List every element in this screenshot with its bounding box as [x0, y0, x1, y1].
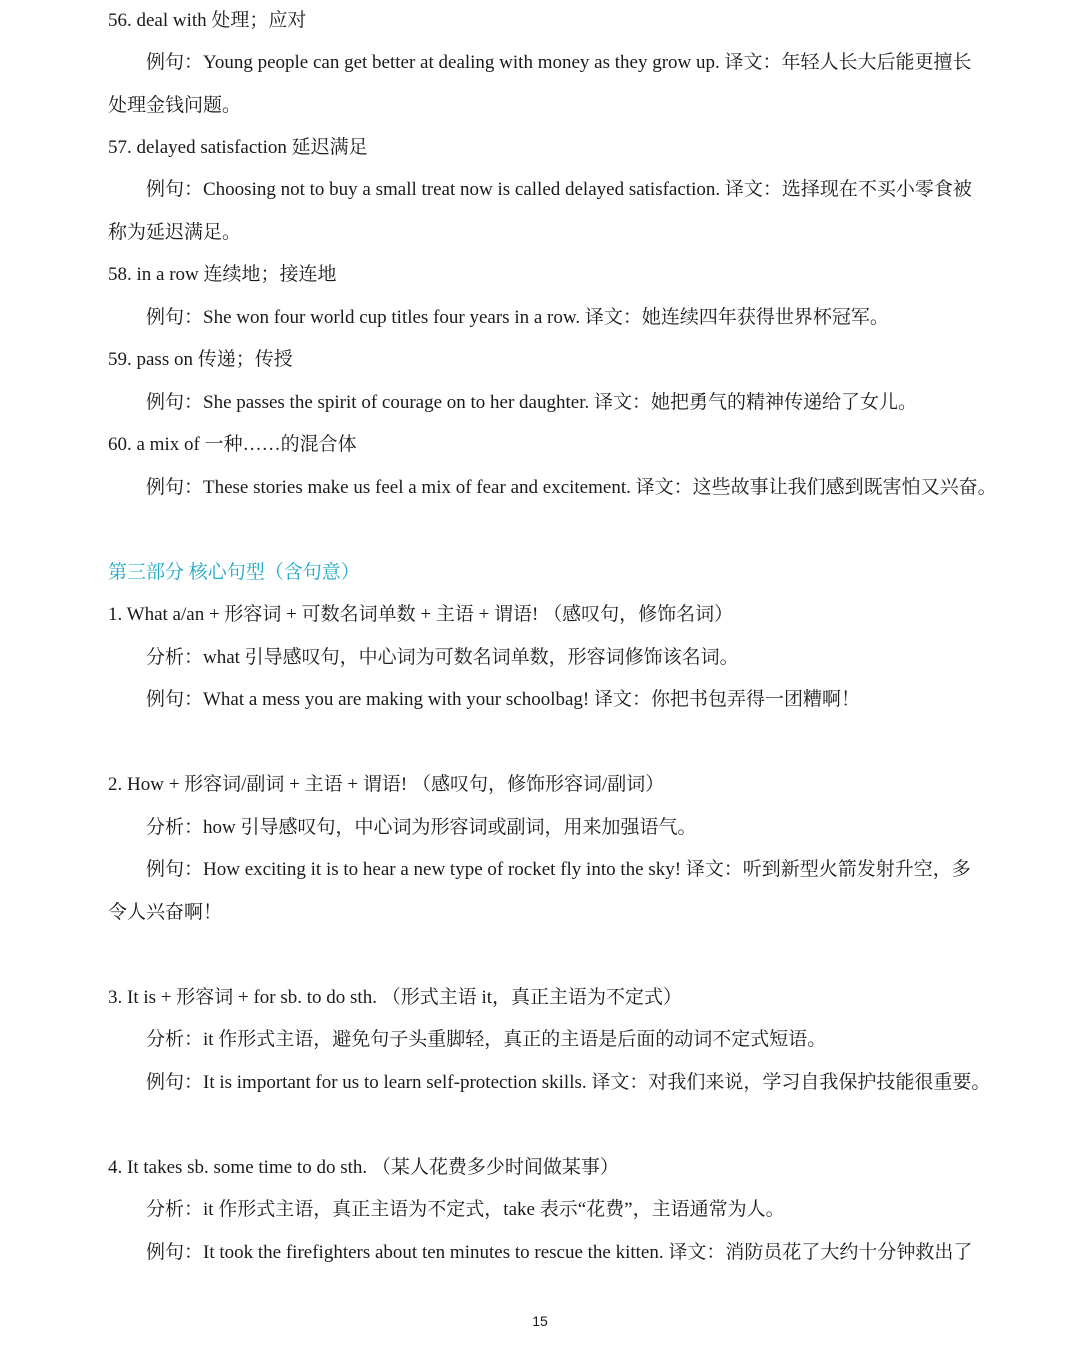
phrase-example-continuation: 称为延迟满足。 — [108, 222, 242, 243]
pattern-example: 例句：It is important for us to learn self-protection skills. 译文：对我们来说，学习自我保护技能很重要。 — [146, 1072, 991, 1093]
phrase-title: 59. pass on 传递；传授 — [108, 349, 293, 370]
pattern-example: 例句：How exciting it is to hear a new type of rocket fly into the sky! 译文：听到新型火箭发射升空，多 — [146, 859, 971, 880]
phrase-title: 56. deal with 处理；应对 — [108, 10, 307, 31]
pattern-title: 4. It takes sb. some time to do sth. （某人花费多少时间做某事） — [108, 1157, 619, 1178]
phrase-example: 例句：Young people can get better at dealing with money as they grow up. 译文：年轻人长大后能更擅长 — [146, 52, 972, 73]
pattern-analysis: 分析：how 引导感叹句，中心词为形容词或副词，用来加强语气。 — [146, 817, 697, 838]
pattern-analysis: 分析：it 作形式主语，真正主语为不定式，take 表示“花费”，主语通常为人。 — [146, 1199, 785, 1220]
phrase-title: 60. a mix of 一种……的混合体 — [108, 434, 357, 455]
pattern-analysis: 分析：it 作形式主语，避免句子头重脚轻，真正的主语是后面的动词不定式短语。 — [146, 1029, 827, 1050]
pattern-title: 3. It is + 形容词 + for sb. to do sth. （形式主语 it，真正主语为不定式） — [108, 987, 683, 1008]
pattern-title: 2. How + 形容词/副词 + 主语 + 谓语! （感叹句，修饰形容词/副词） — [108, 774, 665, 795]
phrase-example: 例句：She won four world cup titles four years in a row. 译文：她连续四年获得世界杯冠军。 — [146, 307, 889, 328]
page-number: 15 — [532, 1313, 548, 1329]
phrase-example: 例句：These stories make us feel a mix of fear and excitement. 译文：这些故事让我们感到既害怕又兴奋。 — [146, 477, 997, 498]
phrase-example-continuation: 处理金钱问题。 — [108, 95, 242, 116]
phrase-example: 例句：Choosing not to buy a small treat now is called delayed satisfaction. 译文：选择现在不买小零食被 — [146, 179, 972, 200]
phrase-title: 57. delayed satisfaction 延迟满足 — [108, 137, 368, 158]
pattern-example: 例句：It took the firefighters about ten minutes to rescue the kitten. 译文：消防员花了大约十分钟救出了 — [146, 1242, 973, 1263]
pattern-example: 例句：What a mess you are making with your schoolbag! 译文：你把书包弄得一团糟啊！ — [146, 689, 860, 710]
phrase-example: 例句：She passes the spirit of courage on to her daughter. 译文：她把勇气的精神传递给了女儿。 — [146, 392, 917, 413]
section-heading: 第三部分 核心句型（含句意） — [108, 562, 360, 583]
pattern-title: 1. What a/an + 形容词 + 可数名词单数 + 主语 + 谓语! （感叹句，修饰名词） — [108, 604, 734, 625]
phrase-title: 58. in a row 连续地；接连地 — [108, 264, 337, 285]
pattern-example-continuation: 令人兴奋啊！ — [108, 902, 223, 923]
pattern-analysis: 分析：what 引导感叹句，中心词为可数名词单数，形容词修饰该名词。 — [146, 647, 739, 668]
